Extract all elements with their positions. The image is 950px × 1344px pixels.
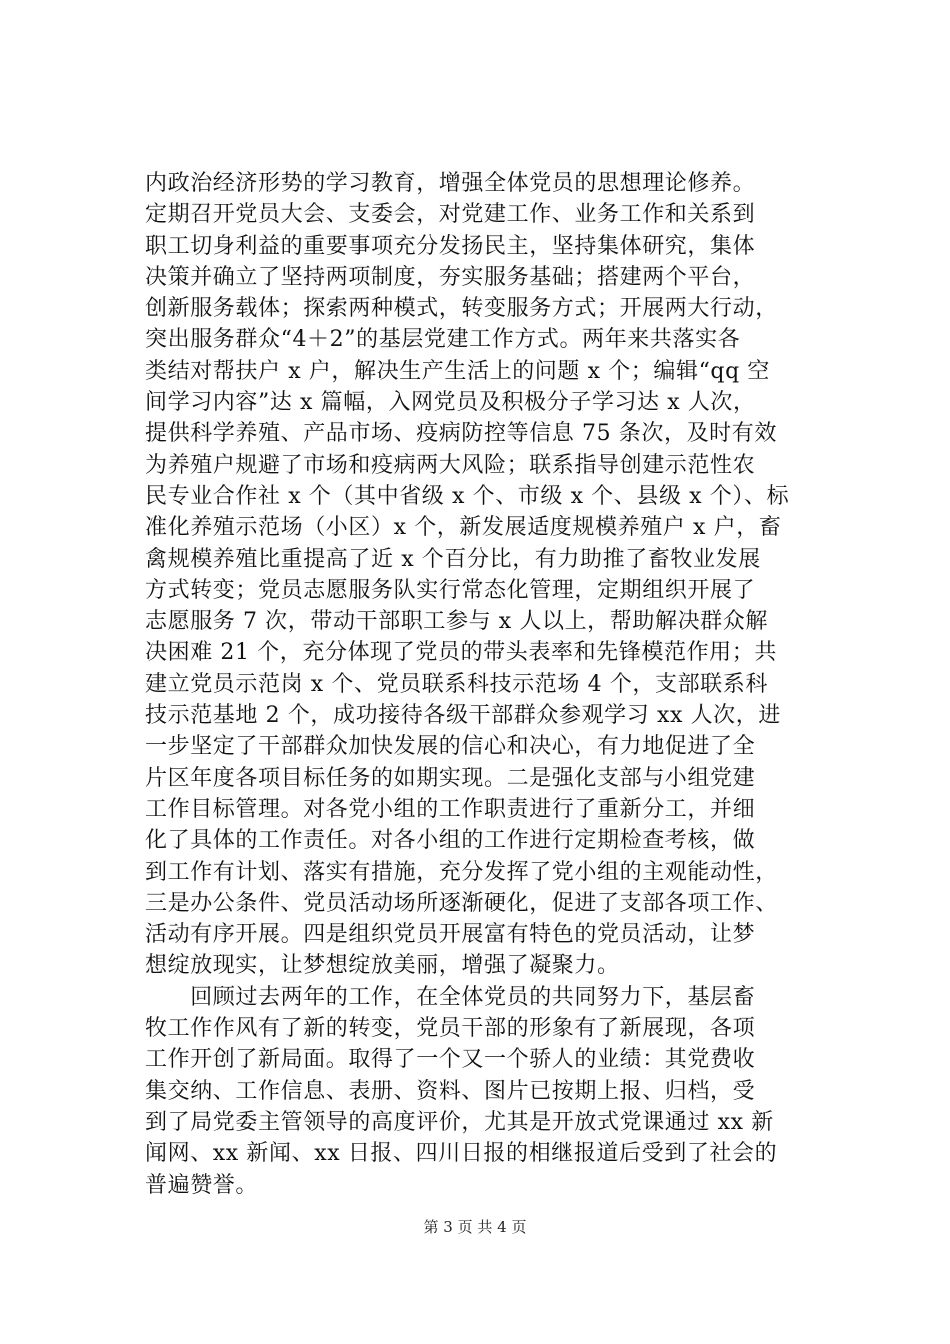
text-line: 内政治经济形势的学习教育，增强全体党员的思想理论修养。 — [145, 171, 756, 196]
text-line: 牧工作作风有了新的转变，党员干部的形象有了新展现，各项 — [145, 1016, 756, 1042]
text-line: 突出服务群众“4＋2”的基层党建工作方式。两年来共落实各 — [145, 327, 741, 353]
text-line: 准化养殖示范场（小区）x 个，新发展适度规模养殖户 x 户，畜 — [145, 515, 782, 541]
text-line: 决困难 21 个，充分体现了党员的带头表率和先锋模范作用；共 — [145, 640, 777, 666]
text-line: 到工作有计划、落实有措施，充分发挥了党小组的主观能动性， — [145, 859, 778, 885]
text-line: 为养殖户规避了市场和疫病两大风险；联系指导创建示范性农 — [145, 452, 756, 478]
text-line: 一步坚定了干部群众加快发展的信心和决心，有力地促进了全 — [145, 734, 756, 760]
text-line: 类结对帮扶户 x 户，解决生产生活上的问题 x 个；编辑“qq 空 — [145, 358, 770, 384]
text-line: 禽规模养殖比重提高了近 x 个百分比，有力助推了畜牧业发展 — [145, 546, 761, 572]
text-line: 定期召开党员大会、支委会，对党建工作、业务工作和关系到 — [145, 202, 756, 228]
text-line: 片区年度各项目标任务的如期实现。二是强化支部与小组党建 — [145, 765, 756, 791]
text-line: 方式转变；党员志愿服务队实行常态化管理，定期组织开展了 — [145, 577, 756, 603]
text-line: 创新服务载体；探索两种模式，转变服务方式；开展两大行动， — [145, 296, 778, 322]
text-line: 到了局党委主管领导的高度评价，尤其是开放式党课通过 xx 新 — [145, 1109, 774, 1135]
text-line: 提供科学养殖、产品市场、疫病防控等信息 75 条次，及时有效 — [145, 421, 777, 447]
text-line: 闻网、xx 新闻、xx 日报、四川日报的相继报道后受到了社会的 — [145, 1141, 778, 1167]
text-line: 建立党员示范岗 x 个、党员联系科技示范场 4 个，支部联系科 — [145, 671, 768, 697]
text-line: 普遍赞誉。 — [145, 1172, 259, 1198]
text-line: 活动有序开展。四是组织党员开展富有特色的党员活动，让梦 — [145, 922, 756, 948]
text-line: 三是办公条件、党员活动场所逐渐硬化，促进了支部各项工作、 — [145, 890, 778, 916]
text-line: 间学习内容”达 x 篇幅，入网党员及积极分子学习达 x 人次， — [145, 390, 756, 416]
text-line: 志愿服务 7 次，带动干部职工参与 x 人以上，帮助解决群众解 — [145, 609, 768, 635]
text-line: 职工切身利益的重要事项充分发扬民主，坚持集体研究，集体 — [145, 233, 756, 259]
text-line: 民专业合作社 x 个（其中省级 x 个、市级 x 个、县级 x 个）、标 — [145, 483, 790, 509]
page-footer: 第 3 页 共 4 页 — [423, 1218, 527, 1236]
text-line: 工作开创了新局面。取得了一个又一个骄人的业绩：其党费收 — [145, 1047, 756, 1073]
text-line: 回顾过去两年的工作，在全体党员的共同努力下，基层畜 — [145, 984, 756, 1010]
body-text — [145, 168, 835, 1201]
text-line: 化了具体的工作责任。对各小组的工作进行定期检查考核，做 — [145, 828, 756, 854]
text-line: 集交纳、工作信息、表册、资料、图片已按期上报、归档，受 — [145, 1078, 756, 1104]
text-line: 工作目标管理。对各党小组的工作职责进行了重新分工，并细 — [145, 796, 756, 822]
text-line: 想绽放现实，让梦想绽放美丽，增强了凝聚力。 — [145, 953, 620, 979]
text-line: 技示范基地 2 个，成功接待各级干部群众参观学习 xx 人次，进 — [145, 703, 781, 729]
text-line: 决策并确立了坚持两项制度，夯实服务基础；搭建两个平台， — [145, 264, 756, 290]
